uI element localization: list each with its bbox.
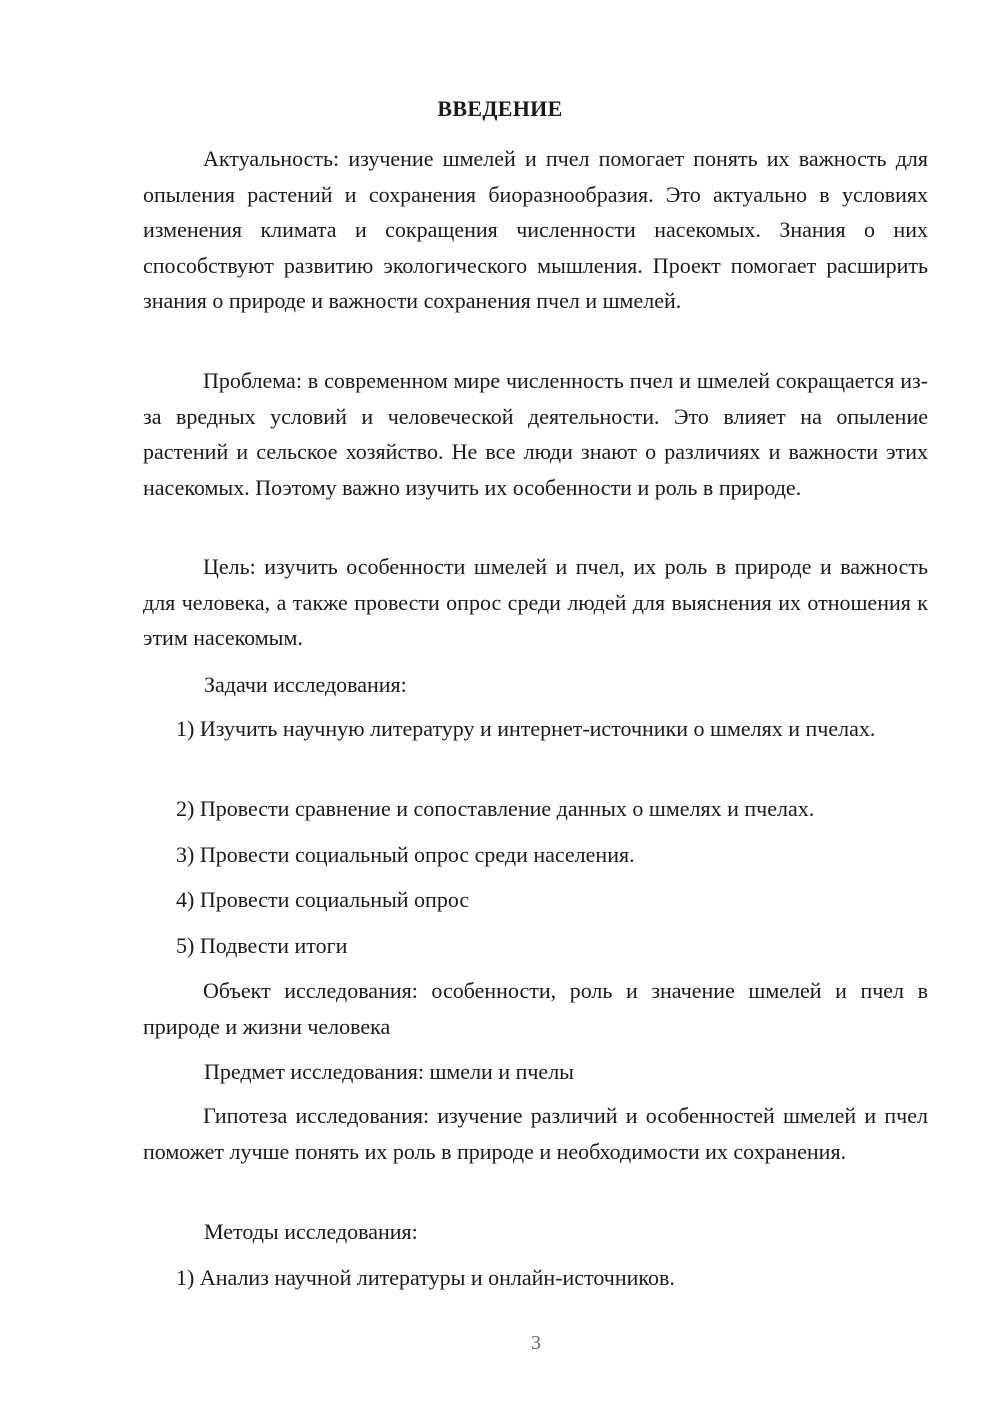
object-block [143,973,928,1044]
problem-paragraph: Проблема: в современном мире численность пчел и шмелей сокращается из-за вредных условий и человеческой деятельности. Это влияет на опыление растений и сельское хозяйство. Не все люди знают о различиях и важности этих насекомых. Поэтому важно изучить их особенности и роль в природе. [143,368,928,500]
problem-block [143,363,928,505]
relevance-block [143,141,928,319]
page-number: 3 [531,1332,541,1354]
method-item: 1) Анализ научной литературы и онлайн-источников. [176,1265,675,1290]
object-paragraph: Объект исследования: особенности, роль и значение шмелей и пчел в природе и жизни человека [143,978,928,1039]
hypothesis-paragraph: Гипотеза исследования: изучение различий и особенностей шмелей и пчел поможет лучше понять их роль в природе и необходимости их сохранения. [143,1103,928,1164]
subject-paragraph: Предмет исследования: шмели и пчелы [204,1059,574,1084]
hypothesis-block [143,1098,928,1169]
section-heading: ВВЕДЕНИЕ [437,96,563,121]
tasks-title: Задачи исследования: [204,672,407,697]
task-item: 5) Подвести итоги [176,933,348,958]
methods-title: Методы исследования: [204,1219,418,1244]
task-item: 2) Провести сравнение и сопоставление данных о шмелях и пчелах. [176,796,815,821]
goal-paragraph: Цель: изучить особенности шмелей и пчел, их роль в природе и важность для человека, а также провести опрос среди людей для выяснения их отношения к этим насекомым. [143,554,928,650]
relevance-paragraph: Актуальность: изучение шмелей и пчел помогает понять их важность для опыления растений и сохранения биоразнообразия. Это актуально в условиях изменения климата и сокращения численности насекомых. Знания о них способствуют развитию экологического мышления. Проект помогает расширить знания о природе и важности сохранения пчел и шмелей. [143,146,928,313]
goal-block [143,549,928,656]
task-item: 1) Изучить научную литературу и интернет-источники о шмелях и пчелах. [176,716,876,741]
task-item: 3) Провести социальный опрос среди населения. [176,842,635,867]
task-item: 4) Провести социальный опрос [176,887,470,912]
